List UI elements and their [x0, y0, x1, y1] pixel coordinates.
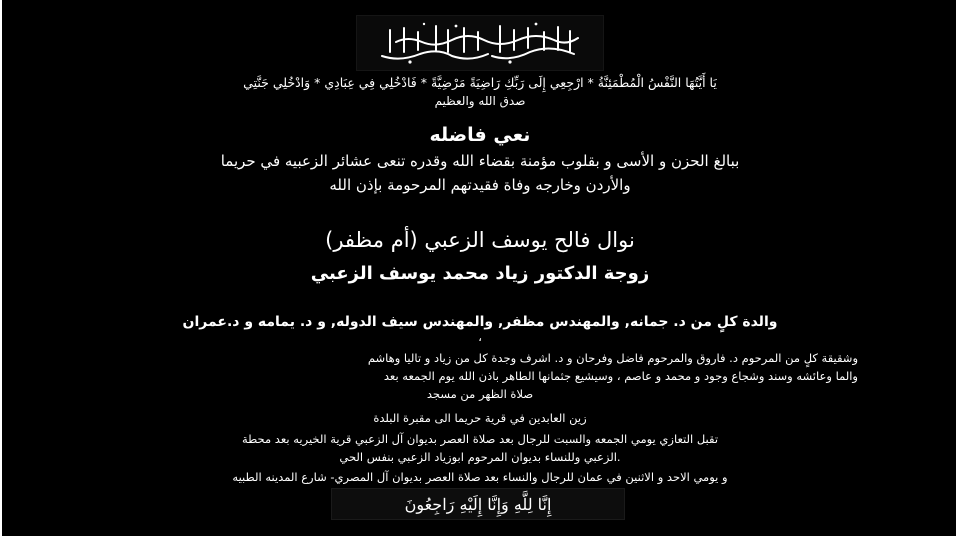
mother-of-line: والدة كلٍ من د. جمانه, والمهندس مظفر, والمهندس سيف الدوله, و د. يمامه و د.عمران — [182, 314, 778, 330]
basmala-calligraphy-image — [360, 18, 600, 68]
basmala-calligraphy — [357, 16, 603, 70]
condolences-line-3: و يومي الاحد و الاثنين في عمان للرجال والنساء بعد صلاة العصر بديوان آل المصري- شارع المدينه الطبيه — [232, 470, 728, 484]
condolences-line-1: تقبل التعازي يومي الجمعه والسبت للرجال بعد صلاة العصر بديوان آل الزعبي قرية الخيريه بعد محطة — [241, 432, 719, 446]
sister-line-3: صلاة الظهر من مسجد — [426, 387, 534, 401]
obituary-title: نعي فاضله — [429, 124, 531, 146]
comma-mark: ، — [478, 330, 482, 344]
intro-line-2: والأردن وخارجه وفاة فقيدتهم المرحومة بإذن الله — [329, 176, 631, 194]
sister-line-4: زين العابدين في قرية حريما الى مقبرة البلدة — [373, 411, 587, 425]
sister-line-2: والما وعائشه وسند وشجاع وجود و محمد و عاصم ، وسيشيع جثمانها الطاهر باذن الله يوم الجمعه بعد — [383, 369, 858, 383]
condolences-line-2: .الزعبي وللنساء بديوان المرحوم ابوزياد الزعبي بنفس الحي — [339, 450, 621, 464]
husband-line: زوجة الدكتور زياد محمد يوسف الزعبي — [310, 263, 650, 284]
intro-line-1: ببالغ الحزن و الأسى و بقلوب مؤمنة بقضاء الله وقدره تنعى عشائر الزعبيه في حريما — [220, 152, 740, 170]
deceased-name: نوال فالح يوسف الزعبي (أم مظفر) — [325, 228, 635, 252]
quran-verse: يَا أَيَّتُهَا النَّفْسُ الْمُطْمَئِنَّةُ * ارْجِعِي إِلَى رَبِّكِ رَاضِيَةً مَرْضِيَّةً * فَادْخُلِي فِي عِبَادِي * وَادْخُلِي جَنَّتِي — [243, 75, 717, 90]
sister-line-1: وشقيقة كلٍ من المرحوم د. فاروق والمرحوم فاضل وفرحان و د. اشرف وجدة كل من زياد و تاليا وهاشم — [367, 351, 858, 365]
sadaq-line: صدق الله والعظيم — [434, 94, 526, 108]
closing-verse: إِنَّا لِلَّهِ وَإِنَّا إِلَيْهِ رَاجِعُونَ — [332, 489, 624, 519]
